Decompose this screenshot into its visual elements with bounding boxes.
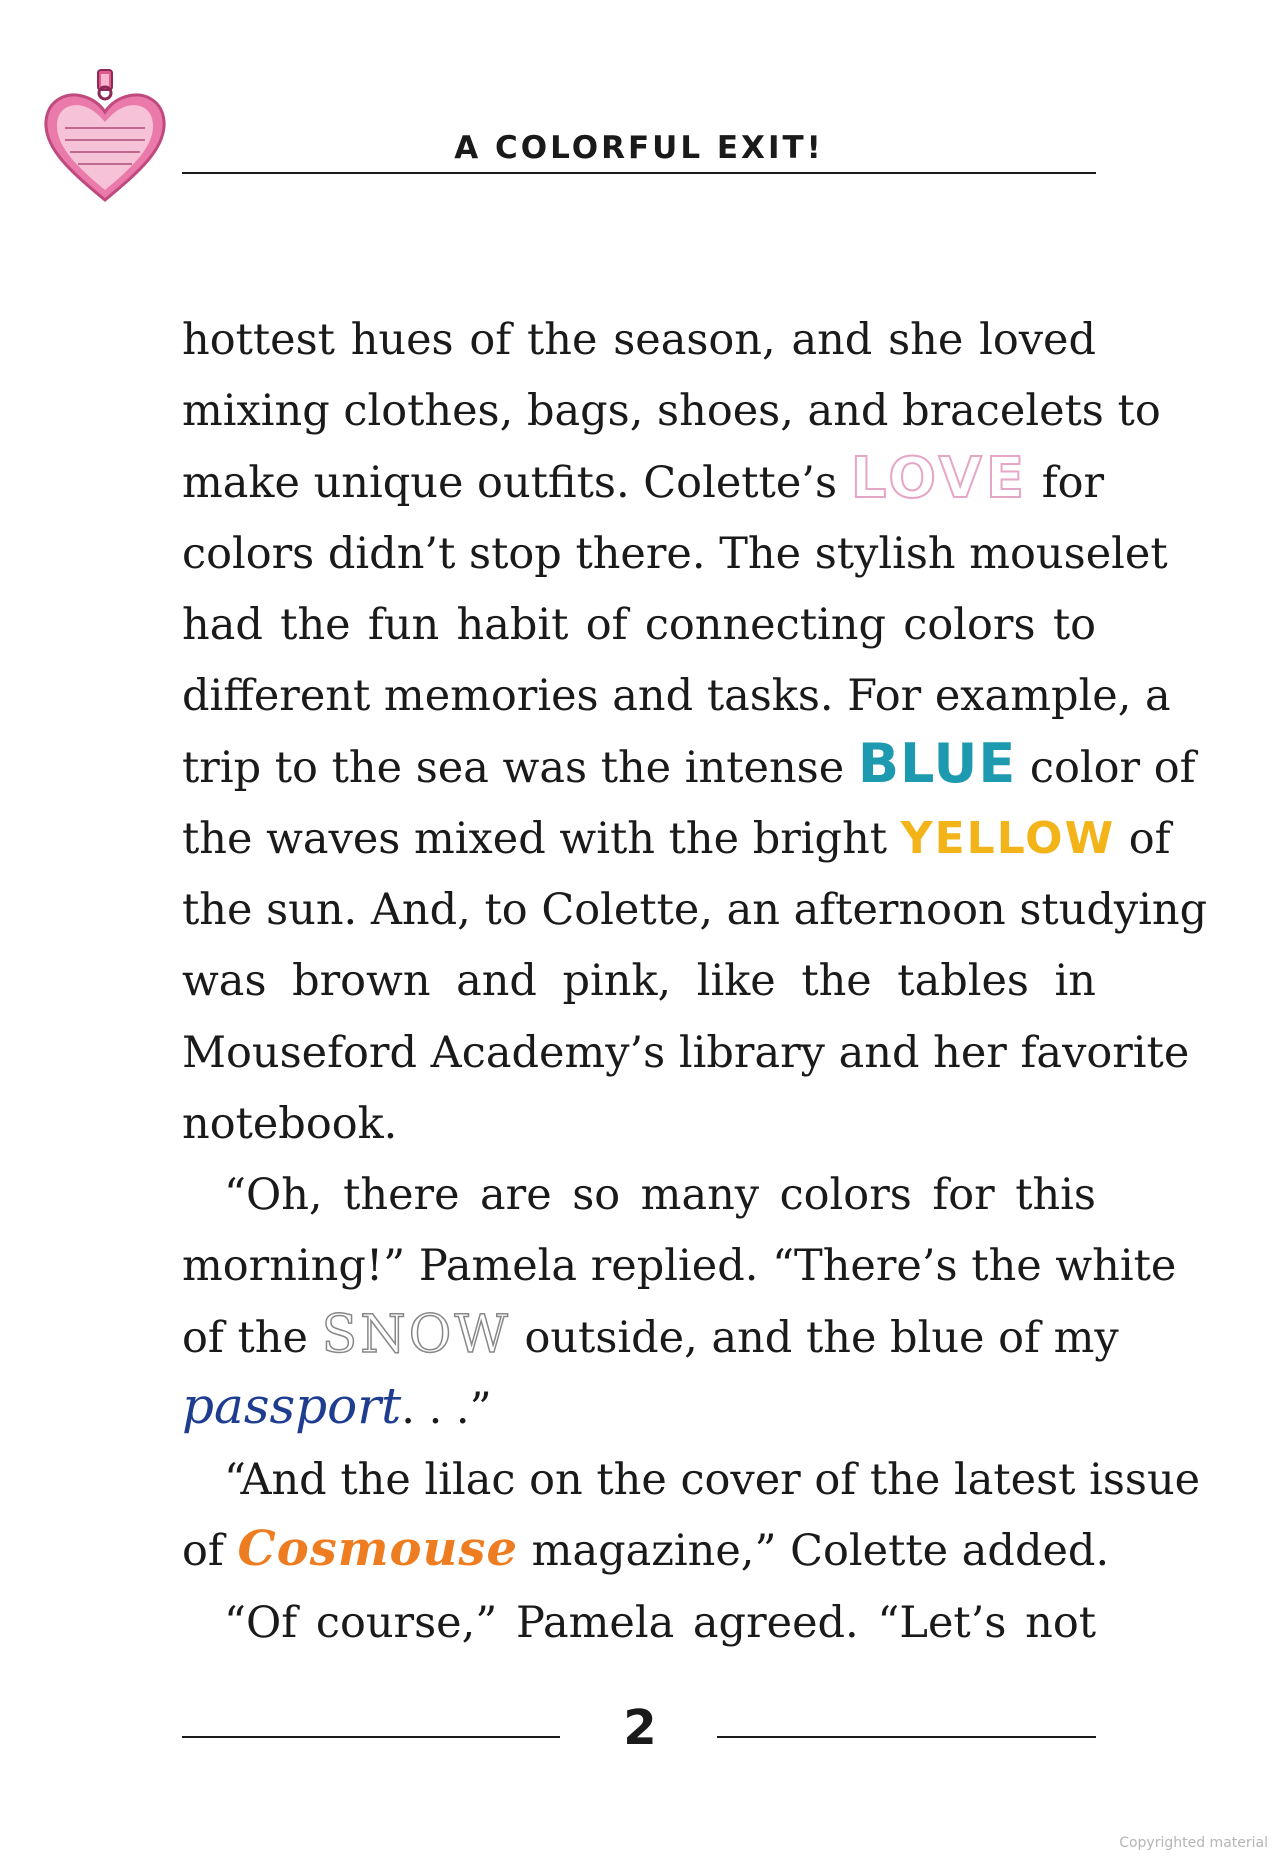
text-line: hottest hues of the season, and she loved [182, 315, 1096, 365]
text-segment: color of [1029, 742, 1196, 793]
text-segment: of the [182, 1312, 308, 1363]
text-line: Mouseford Academy’s library and her favorite [182, 1027, 1190, 1078]
text-line: “Of course,” Pamela agreed. “Let’s not [224, 1597, 1096, 1648]
text-segment: make unique outfits. Colette’s [182, 457, 838, 508]
text-line: the sun. And, to Colette, an afternoon studying [182, 885, 1208, 935]
passport-word-art: passport [182, 1376, 402, 1435]
text-segment: . . .” [401, 1383, 492, 1434]
text-segment: outside, and the blue of my [524, 1312, 1119, 1363]
text-line: morning!” Pamela replied. “There’s the white [182, 1241, 1177, 1292]
love-word-art: LOVE [850, 445, 1029, 511]
text-line: “And the lilac on the cover of the latest issue [224, 1455, 1201, 1505]
text-segment: of [182, 1526, 224, 1577]
footer-rule-left [182, 1736, 560, 1738]
text-line [182, 1303, 1119, 1374]
text-line: colors didn’t stop there. The stylish mouselet [182, 528, 1168, 579]
page-number: 2 [623, 1700, 657, 1756]
body-text [182, 305, 1208, 1659]
footer-rule-right [717, 1736, 1096, 1738]
text-line: notebook. [182, 1098, 398, 1149]
text-line: had the fun habit of connecting colors to [182, 600, 1096, 650]
copyright-notice: Copyrighted material [1119, 1835, 1268, 1851]
text-line [182, 1374, 1096, 1445]
text-line: “Oh, there are so many colors for this [224, 1170, 1096, 1220]
text-segment: for [1041, 457, 1105, 508]
chapter-title: A COLORFUL EXIT! [454, 130, 824, 166]
yellow-word-art: YELLOW [900, 812, 1116, 864]
text-segment: trip to the sea was the intense [182, 742, 845, 793]
text-line [182, 731, 1196, 804]
cosmouse-word-art: Cosmouse [237, 1521, 518, 1578]
text-segment: magazine,” Colette added. [531, 1526, 1110, 1577]
text-line: mixing clothes, bags, shoes, and bracelets to [182, 386, 1161, 437]
text-line [182, 804, 1171, 875]
snow-word-art: SNOW [321, 1304, 511, 1365]
text-segment: the waves mixed with the bright [182, 813, 888, 864]
blue-word-art: BLUE [857, 731, 1017, 795]
text-line [182, 445, 1105, 519]
heart-locket-icon [40, 66, 170, 206]
text-segment: of [1128, 813, 1171, 864]
text-line: was brown and pink, like the tables in [182, 956, 1096, 1007]
text-line: different memories and tasks. For example, a [182, 671, 1171, 722]
text-line [182, 1516, 1110, 1587]
header-rule [182, 172, 1096, 174]
